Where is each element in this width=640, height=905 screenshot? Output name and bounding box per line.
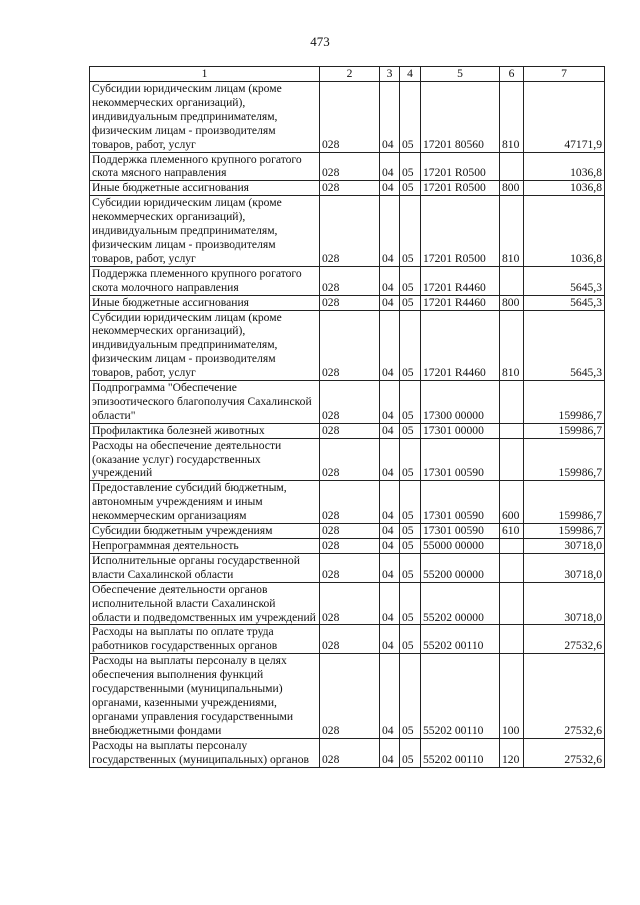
amount: 30718,0	[524, 582, 605, 625]
expense-type-code	[500, 423, 524, 438]
row-name: Иные бюджетные ассигнования	[90, 181, 320, 196]
ministry-code: 028	[320, 625, 380, 654]
target-code: 55000 00000	[421, 539, 500, 554]
amount: 159986,7	[524, 381, 605, 424]
section-code: 04	[380, 310, 400, 381]
amount: 27532,6	[524, 738, 605, 767]
amount: 27532,6	[524, 654, 605, 738]
table-row	[90, 654, 605, 738]
target-code: 55202 00110	[421, 738, 500, 767]
expense-type-code: 810	[500, 310, 524, 381]
table-row	[90, 196, 605, 267]
subsection-code: 05	[400, 438, 421, 481]
row-name: Расходы на обеспечение деятельности (оказание услуг) государственных учреждений	[90, 438, 320, 481]
subsection-code: 05	[400, 423, 421, 438]
target-code: 55202 00110	[421, 654, 500, 738]
row-name: Расходы на выплаты персоналу в целях обеспечения выполнения функций государственными (муниципальными) органами, казенными учреждениями, органами управления государственными внебюджетными фондами	[90, 654, 320, 738]
section-code: 04	[380, 181, 400, 196]
row-name: Субсидии юридическим лицам (кроме некоммерческих организаций), индивидуальным предпринимателям, физическим лицам - производителям товаров, работ, услуг	[90, 82, 320, 153]
amount: 159986,7	[524, 423, 605, 438]
amount: 5645,3	[524, 310, 605, 381]
header-cell: 7	[524, 67, 605, 82]
section-code: 04	[380, 539, 400, 554]
subsection-code: 05	[400, 625, 421, 654]
row-name: Непрограммная деятельность	[90, 539, 320, 554]
header-cell: 1	[90, 67, 320, 82]
section-code: 04	[380, 152, 400, 181]
expense-type-code: 800	[500, 295, 524, 310]
subsection-code: 05	[400, 266, 421, 295]
table-row	[90, 738, 605, 767]
expense-type-code: 610	[500, 524, 524, 539]
expense-type-code: 800	[500, 181, 524, 196]
table-row	[90, 539, 605, 554]
ministry-code: 028	[320, 738, 380, 767]
target-code: 17301 00590	[421, 524, 500, 539]
table-row	[90, 266, 605, 295]
expense-type-code: 810	[500, 82, 524, 153]
target-code: 17201 R0500	[421, 152, 500, 181]
row-name: Исполнительные органы государственной власти Сахалинской области	[90, 553, 320, 582]
table-row	[90, 423, 605, 438]
amount: 5645,3	[524, 266, 605, 295]
amount: 30718,0	[524, 539, 605, 554]
target-code: 17201 80560	[421, 82, 500, 153]
section-code: 04	[380, 196, 400, 267]
expense-type-code	[500, 266, 524, 295]
amount: 159986,7	[524, 524, 605, 539]
subsection-code: 05	[400, 82, 421, 153]
expense-type-code: 120	[500, 738, 524, 767]
header-cell: 2	[320, 67, 380, 82]
target-code: 55200 00000	[421, 553, 500, 582]
ministry-code: 028	[320, 196, 380, 267]
section-code: 04	[380, 481, 400, 524]
ministry-code: 028	[320, 181, 380, 196]
table-row	[90, 481, 605, 524]
subsection-code: 05	[400, 181, 421, 196]
section-code: 04	[380, 524, 400, 539]
table-row	[90, 582, 605, 625]
table-row	[90, 524, 605, 539]
table-row	[90, 553, 605, 582]
expense-type-code	[500, 381, 524, 424]
section-code: 04	[380, 295, 400, 310]
target-code: 17201 R0500	[421, 181, 500, 196]
expense-type-code: 810	[500, 196, 524, 267]
row-name: Обеспечение деятельности органов исполнительной власти Сахалинской области и подведомственных им учреждений	[90, 582, 320, 625]
amount: 1036,8	[524, 152, 605, 181]
expense-type-code: 100	[500, 654, 524, 738]
subsection-code: 05	[400, 295, 421, 310]
table-row	[90, 152, 605, 181]
target-code: 17301 00590	[421, 438, 500, 481]
expense-type-code	[500, 438, 524, 481]
row-name: Иные бюджетные ассигнования	[90, 295, 320, 310]
section-code: 04	[380, 438, 400, 481]
ministry-code: 028	[320, 582, 380, 625]
ministry-code: 028	[320, 82, 380, 153]
table-row	[90, 295, 605, 310]
subsection-code: 05	[400, 654, 421, 738]
header-cell: 4	[400, 67, 421, 82]
ministry-code: 028	[320, 295, 380, 310]
target-code: 55202 00000	[421, 582, 500, 625]
target-code: 17201 R4460	[421, 266, 500, 295]
table-row	[90, 381, 605, 424]
target-code: 55202 00110	[421, 625, 500, 654]
header-cell: 5	[421, 67, 500, 82]
subsection-code: 05	[400, 539, 421, 554]
ministry-code: 028	[320, 423, 380, 438]
ministry-code: 028	[320, 266, 380, 295]
section-code: 04	[380, 381, 400, 424]
expense-type-code: 600	[500, 481, 524, 524]
table-row	[90, 82, 605, 153]
amount: 1036,8	[524, 196, 605, 267]
ministry-code: 028	[320, 152, 380, 181]
ministry-code: 028	[320, 654, 380, 738]
amount: 5645,3	[524, 295, 605, 310]
expense-type-code	[500, 152, 524, 181]
ministry-code: 028	[320, 553, 380, 582]
row-name: Субсидии юридическим лицам (кроме некоммерческих организаций), индивидуальным предпринимателям, физическим лицам - производителям товаров, работ, услуг	[90, 196, 320, 267]
header-cell: 6	[500, 67, 524, 82]
target-code: 17201 R0500	[421, 196, 500, 267]
subsection-code: 05	[400, 582, 421, 625]
ministry-code: 028	[320, 524, 380, 539]
row-name: Субсидии юридическим лицам (кроме некоммерческих организаций), индивидуальным предпринимателям, физическим лицам - производителям товаров, работ, услуг	[90, 310, 320, 381]
section-code: 04	[380, 82, 400, 153]
table-row	[90, 438, 605, 481]
ministry-code: 028	[320, 539, 380, 554]
ministry-code: 028	[320, 381, 380, 424]
budget-table	[89, 66, 605, 768]
subsection-code: 05	[400, 738, 421, 767]
table-header-row	[90, 67, 605, 82]
subsection-code: 05	[400, 481, 421, 524]
amount: 47171,9	[524, 82, 605, 153]
amount: 30718,0	[524, 553, 605, 582]
expense-type-code	[500, 539, 524, 554]
amount: 159986,7	[524, 438, 605, 481]
row-name: Поддержка племенного крупного рогатого скота молочного направления	[90, 266, 320, 295]
row-name: Подпрограмма "Обеспечение эпизоотического благополучия Сахалинской области"	[90, 381, 320, 424]
ministry-code: 028	[320, 481, 380, 524]
subsection-code: 05	[400, 524, 421, 539]
row-name: Профилактика болезней животных	[90, 423, 320, 438]
expense-type-code	[500, 582, 524, 625]
section-code: 04	[380, 423, 400, 438]
subsection-code: 05	[400, 381, 421, 424]
section-code: 04	[380, 266, 400, 295]
table-row	[90, 181, 605, 196]
row-name: Расходы на выплаты персоналу государственных (муниципальных) органов	[90, 738, 320, 767]
subsection-code: 05	[400, 310, 421, 381]
section-code: 04	[380, 582, 400, 625]
target-code: 17301 00590	[421, 481, 500, 524]
page-number: 473	[310, 34, 330, 49]
section-code: 04	[380, 738, 400, 767]
row-name: Поддержка племенного крупного рогатого скота мясного направления	[90, 152, 320, 181]
target-code: 17300 00000	[421, 381, 500, 424]
amount: 159986,7	[524, 481, 605, 524]
ministry-code: 028	[320, 310, 380, 381]
section-code: 04	[380, 625, 400, 654]
subsection-code: 05	[400, 553, 421, 582]
section-code: 04	[380, 553, 400, 582]
ministry-code: 028	[320, 438, 380, 481]
expense-type-code	[500, 625, 524, 654]
row-name: Расходы на выплаты по оплате труда работников государственных органов	[90, 625, 320, 654]
target-code: 17201 R4460	[421, 310, 500, 381]
amount: 1036,8	[524, 181, 605, 196]
subsection-code: 05	[400, 196, 421, 267]
subsection-code: 05	[400, 152, 421, 181]
expense-type-code	[500, 553, 524, 582]
row-name: Предоставление субсидий бюджетным, автономным учреждениям и иным некоммерческим организациям	[90, 481, 320, 524]
target-code: 17201 R4460	[421, 295, 500, 310]
header-cell: 3	[380, 67, 400, 82]
section-code: 04	[380, 654, 400, 738]
table-row	[90, 310, 605, 381]
row-name: Субсидии бюджетным учреждениям	[90, 524, 320, 539]
amount: 27532,6	[524, 625, 605, 654]
table-row	[90, 625, 605, 654]
target-code: 17301 00000	[421, 423, 500, 438]
